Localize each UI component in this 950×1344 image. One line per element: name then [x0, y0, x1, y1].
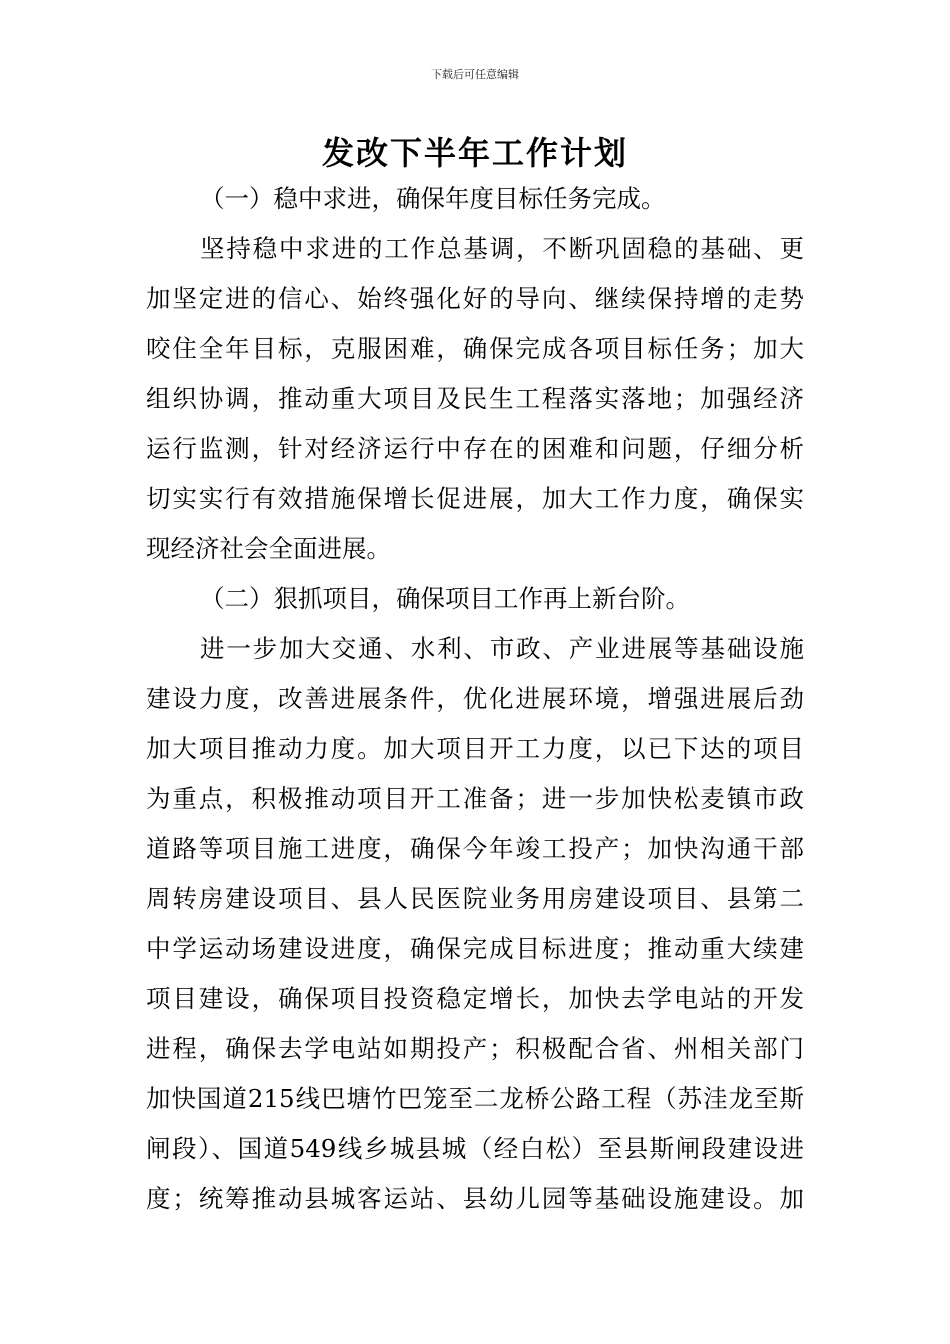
paragraph-line: 运行监测，针对经济运行中存在的困难和问题，仔细分析: [146, 434, 804, 463]
section-heading-2: （二）狠抓项目，确保项目工作再上新台阶。: [200, 584, 690, 613]
paragraph-line: 建设力度，改善进展条件，优化进展环境，增强进展后劲: [146, 684, 804, 713]
paragraph-line: 切实实行有效措施保增长促进展，加大工作力度，确保实: [146, 484, 804, 513]
section-heading-1: （一）稳中求进，确保年度目标任务完成。: [200, 184, 666, 213]
paragraph-line: 加快国道215线巴塘竹巴笼至二龙桥公路工程（苏洼龙至斯: [146, 1084, 804, 1113]
paragraph-line: 为重点，积极推动项目开工准备；进一步加快松麦镇市政: [146, 784, 804, 813]
paragraph-line: 项目建设，确保项目投资稳定增长，加快去学电站的开发: [146, 984, 804, 1013]
paragraph-line: 周转房建设项目、县人民医院业务用房建设项目、县第二: [146, 884, 804, 913]
page-header-note: 下载后可任意编辑: [431, 68, 519, 81]
paragraph-line: 加大项目推动力度。加大项目开工力度，以已下达的项目: [146, 734, 804, 763]
paragraph-line: 坚持稳中求进的工作总基调，不断巩固稳的基础、更: [200, 234, 804, 263]
paragraph-line: 道路等项目施工进度，确保今年竣工投产；加快沟通干部: [146, 834, 804, 863]
paragraph-line: 现经济社会全面进展。: [146, 534, 391, 563]
paragraph-line: 加坚定进的信心、始终强化好的导向、继续保持增的走势: [146, 284, 804, 313]
paragraph-line: 进一步加大交通、水利、市政、产业进展等基础设施: [200, 634, 804, 663]
document-title: 发改下半年工作计划: [321, 134, 628, 172]
paragraph-line: 中学运动场建设进度，确保完成目标进度；推动重大续建: [146, 934, 804, 963]
paragraph-line: 度；统筹推动县城客运站、县幼儿园等基础设施建设。加: [146, 1184, 804, 1213]
paragraph-line: 闸段）、国道549线乡城县城（经白松）至县斯闸段建设进: [146, 1134, 804, 1163]
paragraph-line: 进程，确保去学电站如期投产；积极配合省、州相关部门: [146, 1034, 804, 1063]
paragraph-line: 咬住全年目标，克服困难，确保完成各项目标任务；加大: [146, 334, 804, 363]
paragraph-line: 组织协调，推动重大项目及民生工程落实落地；加强经济: [146, 384, 804, 413]
